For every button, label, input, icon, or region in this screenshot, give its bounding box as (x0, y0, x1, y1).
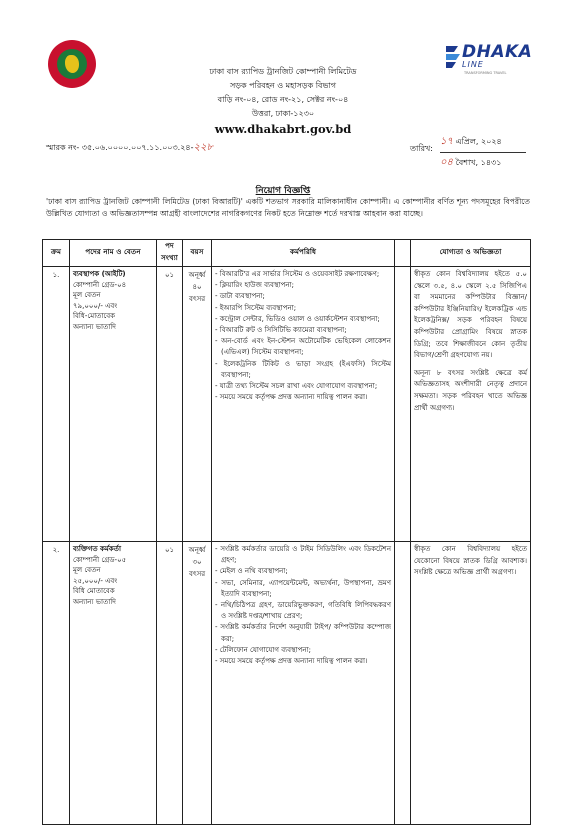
duty-item: - ডাটা ব্যবস্থাপনা; (215, 292, 265, 301)
notice-title: নিয়োগ বিজ্ঞপ্তি (255, 186, 311, 196)
address-line-1: বাড়ি নং-০৪, রোড নং-২১, সেক্টর নং-০৪ (217, 95, 349, 104)
post-cell (70, 267, 157, 542)
duties-list (215, 269, 391, 403)
bangla-day: ০৪ (440, 157, 453, 168)
qualification-cell (411, 267, 531, 542)
post-grade: কোম্পানী গ্রেড-০৫ (73, 555, 127, 564)
row-serial: ২. (43, 542, 70, 825)
qualification-paragraph: স্বীকৃত কোন বিশ্ববিদ্যালয় হইতে যেকোনো বিষয়ে স্নাতক ডিগ্রি আবশ্যক। সংশ্লিষ্ট ক্ষেত্রে অভিজ্ঞ প্রার্থী অগ্রগণ্য। (414, 545, 527, 577)
salary-rule: বিধি-মোতাবেক (73, 312, 115, 320)
duties-cell (212, 542, 395, 825)
org-name: ঢাকা বাস র‍্যাপিড ট্রানজিট কোম্পানী লিমিটেড (209, 67, 357, 76)
notice-intro: 'ঢাকা বাস র‍্যাপিড ট্রানজিট কোম্পানী লিমিটেড (ঢাকা বিআরটি)' একটি শতভাগ সরকারি মালিকানাধীন কোম্পানী। এ কোম্পানীর বর্ণিত শূন্য পদসমূহের বিপরীতে উল্লিখিত যোগ্যতা ও অভিজ্ঞতাসম্পন্ন আগ্রহী বাংলাদেশের নাগরিকগণের নিকট হতে নিম্নোক্ত শর্তে দরখাস্ত আহবান করা যাচ্ছে। (46, 197, 530, 218)
header-age: বয়স (183, 240, 212, 267)
header-serial: ক্রম (43, 240, 70, 267)
memo-number (46, 140, 213, 157)
post-cell (70, 542, 157, 825)
header-qualification: যোগ্যতা ও অভিজ্ঞতা (411, 240, 531, 267)
qualification-paragraph: অনূন্য ৮ বৎসর সংশ্লিষ্ট ক্ষেত্রে কর্ম অভিজ্ঞতাসহ অংশীদারী নেতৃত্ব প্রদানে সক্ষমতা। সড়ক পরিবহন খাতে অভিজ্ঞ প্রার্থী অগ্রগণ্য। (414, 368, 527, 412)
vacancy-table (42, 239, 531, 825)
salary-rule: বিধি মোতাবেক (73, 587, 115, 595)
duty-item: - ইলেকট্রনিক টিকিট ও ভাড়া সংগ্রহ (ইএফসি) সিস্টেম ব্যবস্থাপনা; (215, 359, 391, 379)
address-line-2: উত্তরা, ঢাকা-১২৩০ (251, 109, 315, 118)
date-block (440, 134, 526, 172)
age-limit: অনূর্ধ্ব ৪০ বৎসর (183, 267, 212, 542)
bangla-date (440, 153, 526, 172)
post-count: ০১ (157, 267, 183, 542)
duties-list (215, 544, 391, 667)
duties-cell (212, 267, 395, 542)
duty-item: - টেলিফোন যোগাযোগ ব্যবস্থাপনা; (215, 645, 311, 654)
gregorian-day: ১৭ (440, 136, 453, 147)
logo-word-line: LINE (462, 60, 484, 69)
age-limit: অনূর্ধ্ব ৩০ বৎসর (183, 542, 212, 825)
duty-item: - সংশ্লিষ্ট কর্মকর্তার নির্দেশ অনুযায়ী টাইপ/ কম্পিউটার কম্পোজ করা; (215, 623, 391, 643)
table-header-row (43, 240, 531, 267)
logo-mark-icon (446, 46, 460, 68)
salary-label: মূল বেতন (73, 566, 101, 574)
duty-item: - সভা, সেমিনার, এ্যাপয়েন্টমেন্ট, অভ্যর্থনা, উপস্থাপনা, ভ্রমণ ইত্যাদি ব্যবস্থাপনা; (215, 578, 391, 598)
row-serial: ১. (43, 267, 70, 542)
memo-handwritten-number: ২২৮ (193, 142, 213, 153)
memo-prefix: স্মারক নং- ৩৫.০৬.০০০০.০০৭.১১.০০৩.২৪- (46, 143, 194, 152)
row-spacer (395, 542, 411, 825)
duty-item: - সময়ে সময়ে কর্তৃপক্ষ প্রদত্ত অন্যান্য দায়িত্ব পালন করা। (215, 657, 368, 666)
header-count: পদ সংখ্যা (157, 240, 183, 267)
gregorian-date (440, 134, 526, 153)
duty-item: - নথি/চিঠিপত্র গ্রহণ, ডায়েরিভুক্তকরণ, গতিবিধি লিপিবদ্ধকরণ ও সংশ্লিষ্ট দপ্তর/শাখায় প্রেরণ; (215, 601, 391, 621)
duty-item: - বিআরটি রুট ও সিসিটিভি ক্যামেরা ব্যবস্থাপনা; (215, 326, 347, 335)
date-label: তারিখ: (410, 144, 433, 153)
duty-item: - ক্লিয়ারিং হাউজ ব্যবস্থাপনা; (215, 281, 294, 290)
salary-label: মূল বেতন (73, 291, 101, 299)
gregorian-month-year: এপ্রিল, ২০২৪ (455, 137, 502, 146)
allowance-text: অন্যান্য ভাতাদি (73, 322, 116, 331)
table-row (43, 267, 531, 542)
logo-word-dhaka: DHAKA (462, 42, 533, 62)
duty-item: - সংশ্লিষ্ট কর্মকর্তার ডায়েরি ও টাইম সিডিউলিং এবং ডিকটেশন গ্রহণ; (215, 545, 391, 565)
salary-amount: ২৫,০০০/- এবং (73, 576, 118, 585)
header-spacer (395, 240, 411, 267)
post-count: ০১ (157, 542, 183, 825)
bangla-month-year: বৈশাখ, ১৪৩১ (455, 158, 502, 167)
duty-item: - কন্ট্রোল সেন্টার, ভিডিও ওয়াল ও ওয়ার্কস্টেশন ব্যবস্থাপনা; (215, 314, 380, 323)
header-post: পদের নাম ও বেতন (70, 240, 157, 267)
salary-amount: ৭৯,০০০/- এবং (73, 301, 118, 310)
duty-item: - সময়ে সময়ে কর্তৃপক্ষ প্রদত্ত অন্যান্য দায়িত্ব পালন করা। (215, 393, 368, 402)
duty-item: - অন-বোর্ড এবং ইন-স্টেশন অটোমেটিক ভেহিকেল লোকেশন (এভিএল) সিস্টেম ব্যবস্থাপনা; (215, 337, 391, 357)
duty-item: - ইআরপি সিস্টেম ব্যবস্থাপনা; (215, 303, 297, 312)
logo-tagline: TRANSFORMING TRAVEL (464, 71, 507, 75)
allowance-text: অন্যান্য ভাতাদি (73, 597, 116, 606)
qualification-cell (411, 542, 531, 825)
post-name: ব্যক্তিগত কর্মকর্তা (73, 545, 121, 553)
row-spacer (395, 267, 411, 542)
division-name: সড়ক পরিবহন ও মহাসড়ক বিভাগ (229, 81, 337, 90)
qualification-paragraph: স্বীকৃত কোন বিশ্ববিদ্যালয় হইতে ৫.০ স্কেলে ৩.৫, ৪.০ স্কেলে ২.৫ সিজিপিএ বা সমমানের কম্পিউটার বিজ্ঞান/ কম্পিউটার ইঞ্জিনিয়ারিং/ ইলেকট্রিক এন্ড ইলেকট্রনিক্স/ সড়ক পরিবহন বিষয়ে কম্পিউটার প্রোগ্রামিং বিষয়ে স্নাতক ডিগ্রি; তবে শিক্ষাজীবনে কোন তৃতীয় বিভাগ/শ্রেণী গ্রহণযোগ্য নয়। (414, 270, 527, 360)
duty-item: - যাত্রী তথ্য সিস্টেম সচল রাখা এবং যোগাযোগ ব্যবস্থাপনা; (215, 382, 378, 391)
post-grade: কোম্পানী গ্রেড-০৪ (73, 280, 127, 289)
duty-item: - মেইল ও নথি ব্যবস্থাপনা; (215, 567, 288, 576)
post-name: ব্যবস্থাপক (আইটি) (73, 270, 126, 278)
website-link[interactable]: www.dhakabrt.gov.bd (214, 122, 352, 136)
header-duties: কর্মপরিধি (212, 240, 395, 267)
duty-item: - বিআরটি'র এর সার্ভার সিস্টেম ও ওয়েবসাইট রক্ষণাবেক্ষণ; (215, 270, 380, 278)
table-row (43, 542, 531, 825)
